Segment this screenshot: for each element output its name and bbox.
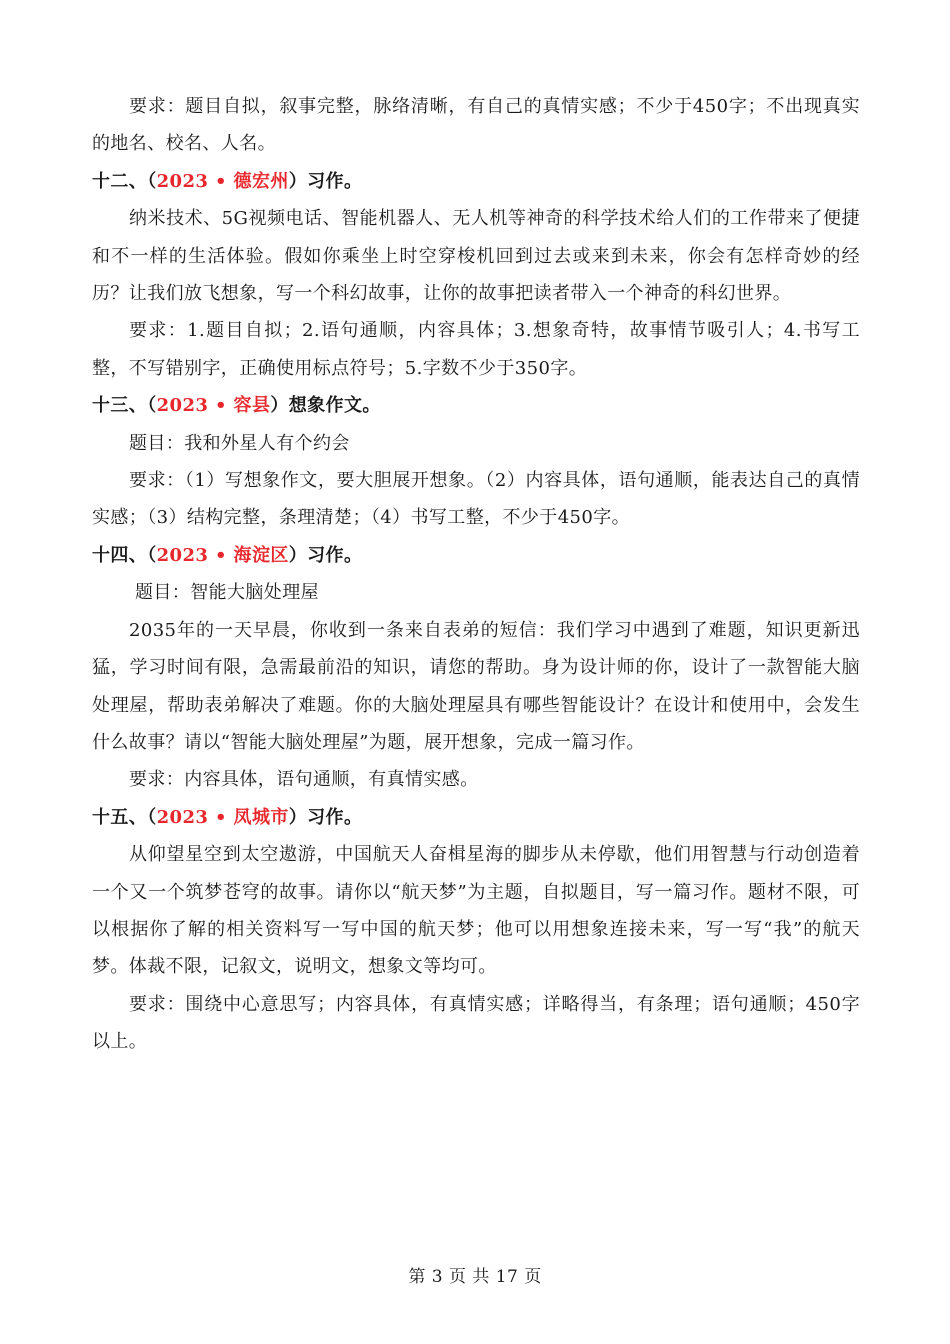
page-content bbox=[92, 88, 860, 1061]
s13-title: 题目：我和外星人有个约会 bbox=[129, 432, 350, 454]
footer-ye-end: 页 bbox=[524, 1267, 542, 1287]
s13-heading-prefix: 十三、（ bbox=[92, 395, 157, 417]
s13-heading-suffix: ）想象作文。 bbox=[270, 395, 381, 417]
s15-source: 2023 • 凤城市 bbox=[156, 806, 289, 828]
s13-heading bbox=[92, 387, 860, 424]
s14-source: 2023 • 海淀区 bbox=[156, 544, 289, 566]
s12-requirements: 要求：1.题目自拟；2.语句通顺，内容具体；3.想象奇特，故事情节吸引人；4.书写工整，不写错别字，正确使用标点符号；5.字数不少于350字。 bbox=[92, 320, 860, 379]
s12-heading bbox=[92, 163, 860, 200]
footer-di: 第 bbox=[408, 1267, 426, 1287]
s12-source: 2023 • 德宏州 bbox=[156, 170, 289, 192]
s15-requirements: 要求：围绕中心意思写；内容具体，有真情实感；详略得当，有条理；语句通顺；450字以上。 bbox=[92, 993, 860, 1053]
s14-requirements: 要求：内容具体，语句通顺，有真情实感。 bbox=[129, 769, 479, 791]
s14-heading-suffix: ）习作。 bbox=[288, 544, 363, 566]
s15-heading-suffix: ）习作。 bbox=[288, 806, 363, 828]
footer-gong: 共 bbox=[472, 1267, 490, 1287]
page-footer bbox=[0, 1262, 950, 1287]
s12-heading-prefix: 十二、（ bbox=[92, 170, 157, 192]
s12-prompt: 纳米技术、5G视频电话、智能机器人、无人机等神奇的科学技术给人们的工作带来了便捷和不一样的生活体验。假如你乘坐上时空穿梭机回到过去或来到未来，你会有怎样奇妙的经历？让我们放飞想象，写一个科幻故事，让你的故事把读者带入一个神奇的科幻世界。 bbox=[92, 208, 860, 305]
s15-heading bbox=[92, 799, 860, 836]
s14-heading-prefix: 十四、（ bbox=[92, 544, 157, 566]
footer-page-number: 3 bbox=[431, 1267, 443, 1287]
footer-total-pages: 17 bbox=[495, 1267, 519, 1287]
s13-requirements: 要求：（1）写想象作文，要大胆展开想象。（2）内容具体，语句通顺，能表达自己的真情实感；（3）结构完整，条理清楚；（4）书写工整，不少于450字。 bbox=[92, 470, 860, 529]
s15-heading-prefix: 十五、（ bbox=[92, 806, 157, 828]
s12-heading-suffix: ）习作。 bbox=[288, 170, 363, 192]
s15-prompt: 从仰望星空到太空遨游，中国航天人奋楫星海的脚步从未停歇，他们用智慧与行动创造着一个又一个筑梦苍穹的故事。请你以“航天梦”为主题，自拟题目，写一篇习作。题材不限，可以根据你了解的相关资料写一写中国的航天梦；他可以用想象连接未来，写一写“我”的航天梦。体裁不限，记叙文，说明文，想象文等均可。 bbox=[92, 844, 860, 978]
s14-heading bbox=[92, 537, 860, 574]
s11-requirements: 要求：题目自拟，叙事完整，脉络清晰，有自己的真情实感；不少于450字；不出现真实的地名、校名、人名。 bbox=[92, 96, 860, 155]
s14-prompt: 2035年的一天早晨，你收到一条来自表弟的短信：我们学习中遇到了难题，知识更新迅猛，学习时间有限，急需最前沿的知识，请您的帮助。身为设计师的你，设计了一款智能大脑处理屋，帮助表弟解决了难题。你的大脑处理屋具有哪些智能设计？在设计和使用中，会发生什么故事？请以“智能大脑处理屋”为题，展开想象，完成一篇习作。 bbox=[92, 619, 860, 753]
s13-source: 2023 • 容县 bbox=[156, 395, 271, 417]
s14-title: 题目：智能大脑处理屋 bbox=[135, 582, 319, 604]
footer-ye: 页 bbox=[448, 1267, 467, 1287]
